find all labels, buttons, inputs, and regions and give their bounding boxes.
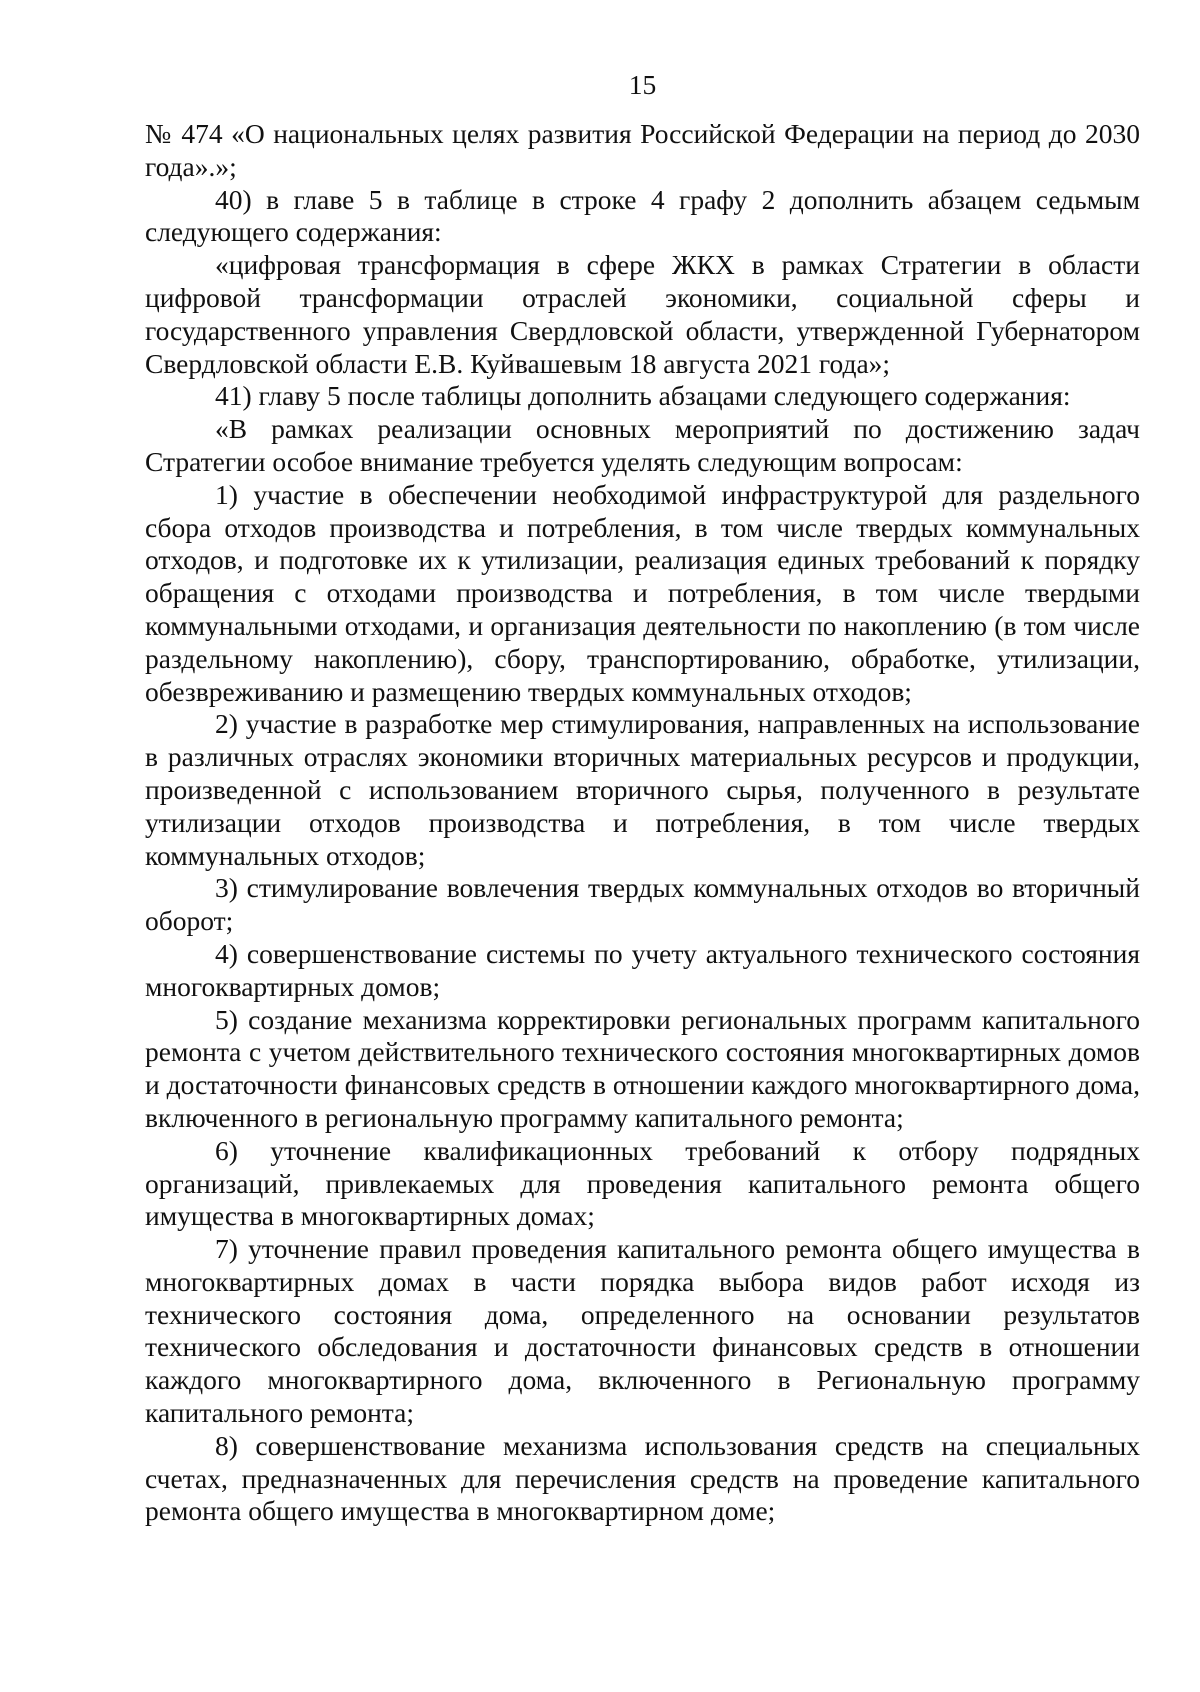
paragraph-item-40: 40) в главе 5 в таблице в строке 4 графу 2 дополнить абзацем седьмым следующего содержания: <box>145 183 1140 248</box>
paragraph-quote-digital-transformation: «цифровая трансформация в сфере ЖКХ в рамках Стратегии в области цифровой трансформации отраслей экономики, социальной сферы и государственного управления Свердловской области, утвержденной Губернатором Свердловской области Е.В. Куйвашевым 18 августа 2021 года»; <box>145 249 1140 379</box>
paragraph-item-41: 41) главу 5 после таблицы дополнить абзацами следующего содержания: <box>215 380 1071 412</box>
paragraph-strategy-intro: «В рамках реализации основных мероприятий по достижению задач Стратегии особое внимание требуется уделять следующим вопросам: <box>145 413 1140 477</box>
list-item-7: 7) уточнение правил проведения капитального ремонта общего имущества в многоквартирных домах в части порядка выбора видов работ исходя из технического состояния дома, определенного на основании результатов технического обследования и достаточности финансовых средств в отношении каждого многоквартирного дома, включенного в Региональную программу капитального ремонта; <box>145 1233 1140 1429</box>
list-item-8: 8) совершенствование механизма использования средств на специальных счетах, предназначенных для перечисления средств на проведение капитального ремонта общего имущества в многоквартирном доме; <box>145 1429 1140 1527</box>
list-item-6: 6) уточнение квалификационных требований к отбору подрядных организаций, привлекаемых для проведения капитального ремонта общего имущества в многоквартирных домах; <box>145 1134 1140 1232</box>
list-item-4: 4) совершенствование системы по учету актуального технического состояния многоквартирных домов; <box>145 937 1140 1002</box>
list-item-2: 2) участие в разработке мер стимулирования, направленных на использование в различных отраслях экономики вторичных материальных ресурсов и продукции, произведенной с использованием вторичного сырья, полученного в результате утилизации отходов производства и потребления, в том числе твердых коммунальных отходов; <box>145 708 1140 871</box>
page-number: 15 <box>628 69 657 100</box>
list-item-1: 1) участие в обеспечении необходимой инфраструктурой для раздельного сбора отходов производства и потребления, в том числе твердых коммунальных отходов, и подготовке их к утилизации, реализация единых требований к порядку обращения с отходами производства и потребления, в том числе твердыми коммунальными отходами, и организация деятельности по накоплению (в том числе раздельному накоплению), сбору, транспортированию, обработке, утилизации, обезвреживанию и размещению твердых коммунальных отходов; <box>145 478 1140 707</box>
list-item-5: 5) создание механизма корректировки региональных программ капитального ремонта с учетом действительного технического состояния многоквартирных домов и достаточности финансовых средств в отношении каждого многоквартирного дома, включенного в региональную программу капитального ремонта; <box>145 1003 1140 1133</box>
list-item-3: 3) стимулирование вовлечения твердых коммунальных отходов во вторичный оборот; <box>145 872 1140 937</box>
document-page <box>145 70 1140 1528</box>
paragraph-continuation: № 474 «О национальных целях развития Российской Федерации на период до 2030 года».»; <box>145 118 1140 182</box>
